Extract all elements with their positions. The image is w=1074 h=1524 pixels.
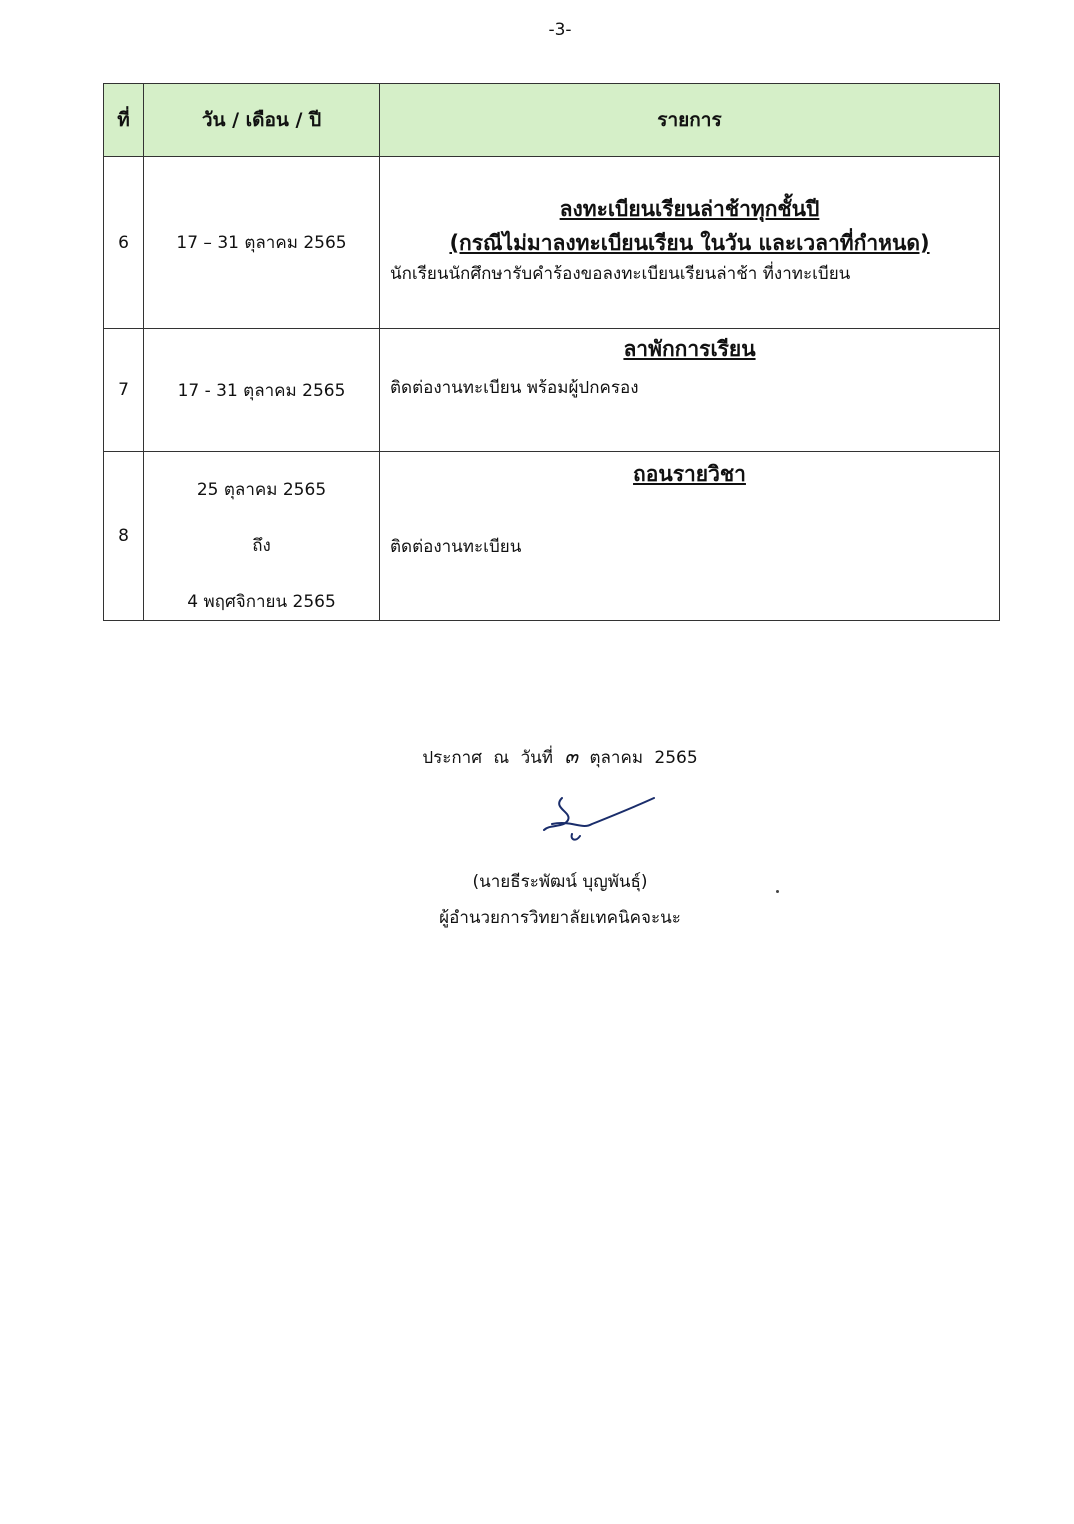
row-detail-text: นักเรียนนักศึกษารับคำร้องขอลงทะเบียนเรียนล่าช้า ที่งาทะเบียน <box>390 263 851 284</box>
announcement-prefix: ประกาศ ณ วันที่ <box>422 748 553 768</box>
announcement-suffix: ตุลาคม 2565 <box>589 748 698 768</box>
page-number: -3- <box>548 20 572 40</box>
row-detail-text: ติดต่องานทะเบียน <box>390 537 522 557</box>
header-detail: รายการ <box>380 84 1000 157</box>
row-heading: ลงทะเบียนเรียนล่าช้าทุกชั้นปี <box>559 197 820 222</box>
row-number: 7 <box>104 329 144 452</box>
table-row <box>104 157 1000 329</box>
date-to: ถึง <box>252 536 271 556</box>
table-row <box>104 452 1000 621</box>
header-no: ที่ <box>104 84 144 157</box>
row-number: 8 <box>104 452 144 621</box>
row-heading: ถอนรายวิชา <box>633 462 746 486</box>
signer-name: (นายธีระพัฒน์ บุญพันธุ์) <box>472 872 648 892</box>
row-detail <box>380 329 1000 452</box>
schedule-table <box>103 83 1000 621</box>
scan-speck <box>776 890 779 893</box>
row-date <box>144 452 380 621</box>
row-heading-sub: (กรณีไม่มาลงทะเบียนเรียน ในวัน และเวลาที่กำหนด) <box>449 230 930 255</box>
row-detail-text: ติดต่องานทะเบียน พร้อมผู้ปกครอง <box>390 378 639 398</box>
row-number: 6 <box>104 157 144 329</box>
row-detail <box>380 452 1000 621</box>
row-heading: ลาพักการเรียน <box>623 337 756 361</box>
announcement-line <box>0 740 1074 772</box>
signer-title: ผู้อำนวยการวิทยาลัยเทคนิคจะนะ <box>439 908 681 928</box>
table-header-row <box>104 84 1000 157</box>
row-date: 17 - 31 ตุลาคม 2565 <box>144 329 380 452</box>
row-detail <box>380 157 1000 329</box>
date-end: 4 พฤศจิกายน 2565 <box>187 592 336 612</box>
announcement-day: ๓ <box>564 744 579 768</box>
header-date: วัน / เดือน / ปี <box>144 84 380 157</box>
signature <box>532 790 662 850</box>
row-date: 17 – 31 ตุลาคม 2565 <box>144 157 380 329</box>
date-start: 25 ตุลาคม 2565 <box>196 480 327 500</box>
table-row <box>104 329 1000 452</box>
